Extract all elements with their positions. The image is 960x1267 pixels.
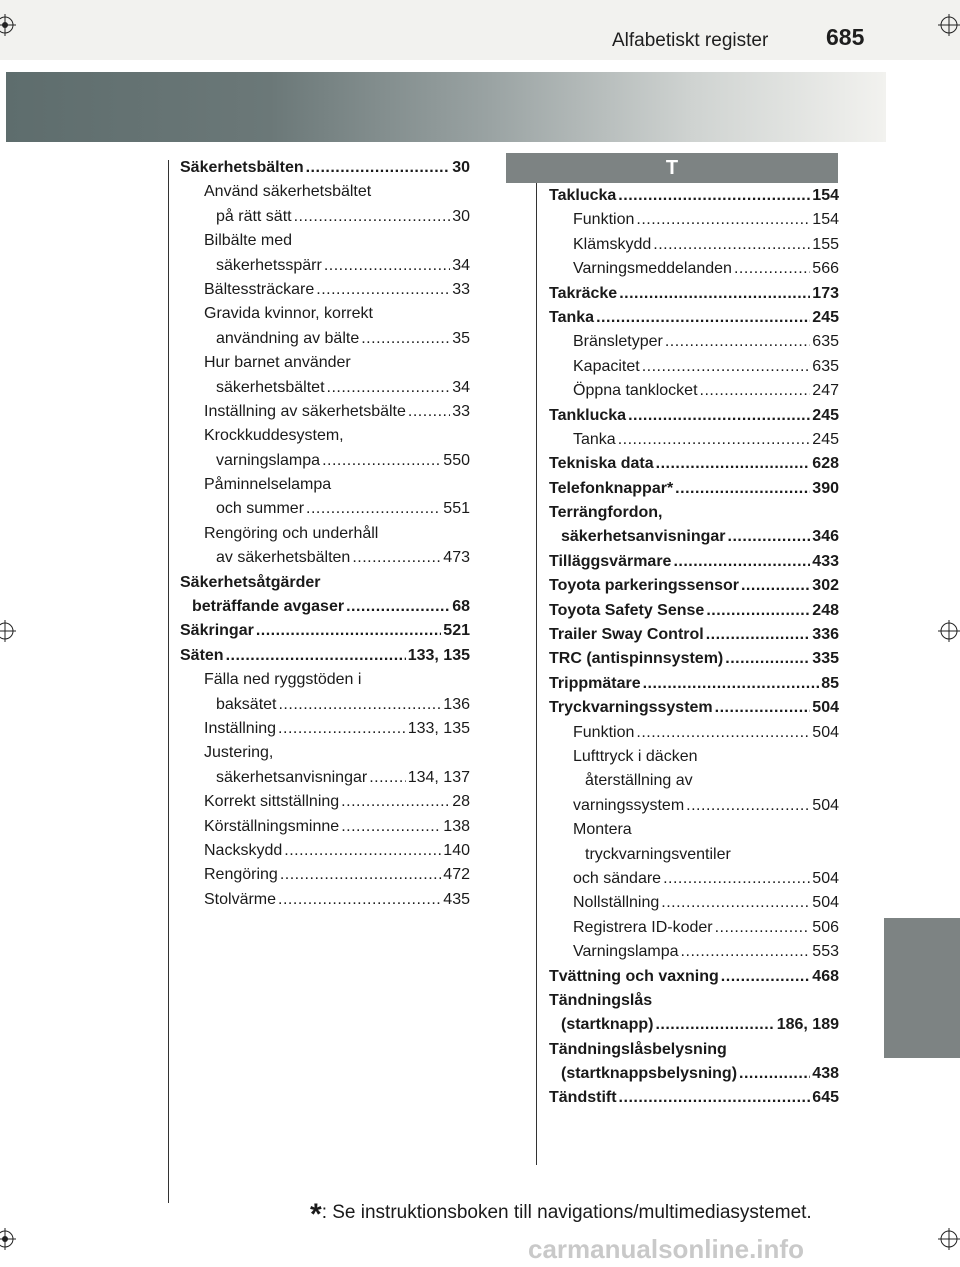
index-entry: [549, 623, 839, 647]
index-entry-text: av säkerhetsbälten: [216, 549, 351, 567]
leader-dots: [643, 672, 820, 696]
index-entry: [180, 180, 470, 204]
registration-mark-icon: [0, 620, 16, 642]
index-entry-page: 635: [812, 333, 839, 351]
index-entry-text: Registrera ID-koder: [573, 918, 713, 936]
index-entry-page: 504: [812, 699, 839, 717]
leader-dots: [741, 574, 810, 598]
index-entry-page: 521: [443, 622, 470, 640]
index-entry-page: 30: [452, 159, 470, 176]
leader-dots: [636, 721, 810, 745]
index-entry-page: 136: [443, 695, 470, 713]
index-entry-page: 33: [452, 280, 470, 298]
index-entry-text: Inställning av säkerhetsbälte: [204, 402, 406, 420]
index-entry-text: (startknappsbelysning): [561, 1065, 738, 1083]
index-entry: [549, 306, 839, 330]
index-column-left: [180, 156, 470, 912]
index-entry: [549, 257, 839, 281]
index-entry-text: Tändstift: [549, 1089, 617, 1107]
index-entry-text: Påminnelselampa: [204, 476, 332, 494]
index-entry-text: Använd säkerhetsbältet: [204, 183, 372, 201]
leader-dots: [721, 965, 811, 989]
index-entry-text: Rengöring och underhåll: [204, 524, 379, 542]
index-entry-page: 438: [812, 1065, 839, 1083]
leader-dots: [322, 449, 441, 473]
index-entry-text: Tändningslåsbelysning: [549, 1040, 727, 1058]
index-entry: [180, 424, 470, 448]
index-entry-page: 35: [452, 329, 470, 347]
index-entry-text: säkerhetsbältet: [216, 378, 325, 396]
index-entry-page: 504: [812, 894, 839, 912]
index-entry: [180, 571, 470, 595]
index-entry: [549, 916, 839, 940]
index-entry-text: Fälla ned ryggstöden i: [204, 671, 362, 689]
header-banner: [6, 72, 886, 142]
leader-dots: [256, 619, 441, 643]
leader-dots: [628, 404, 810, 428]
index-entry: [549, 233, 839, 257]
index-entry-page: 336: [812, 626, 839, 644]
index-entry: [180, 205, 470, 229]
leader-dots: [656, 452, 811, 476]
index-entry-page: 248: [812, 601, 839, 619]
leader-dots: [739, 1062, 810, 1086]
index-entry-page: 245: [812, 406, 839, 424]
leader-dots: [663, 867, 810, 891]
index-entry: [180, 522, 470, 546]
index-entry-page: 134, 137: [407, 768, 470, 786]
leader-dots: [675, 477, 810, 501]
leader-dots: [661, 891, 810, 915]
index-entry-text: på rätt sätt: [216, 207, 292, 225]
index-entry: [180, 668, 470, 692]
index-entry: [549, 696, 839, 720]
index-entry: [180, 400, 470, 424]
index-entry-text: Toyota Safety Sense: [549, 601, 705, 619]
leader-dots: [278, 693, 441, 717]
leader-dots: [408, 400, 450, 424]
index-entry-text: Nackskydd: [204, 841, 283, 859]
leader-dots: [619, 282, 810, 306]
registration-mark-icon: [0, 1228, 16, 1250]
index-entry: [180, 815, 470, 839]
index-entry: [549, 647, 839, 671]
index-entry-page: 247: [812, 382, 839, 400]
leader-dots: [706, 599, 810, 623]
index-entry-text: Lufttryck i däcken: [573, 747, 698, 765]
index-entry-page: 133, 135: [407, 719, 470, 737]
index-entry: [180, 766, 470, 790]
index-entry-text: Tilläggsvärmare: [549, 552, 672, 570]
index-entry-text: Rengöring: [204, 866, 278, 884]
index-entry-text: Tryckvarningssystem: [549, 699, 713, 717]
index-entry: [549, 404, 839, 428]
index-entry: [549, 550, 839, 574]
leader-dots: [734, 257, 810, 281]
index-entry-text: Körställningsminne: [204, 817, 340, 835]
leader-dots: [324, 254, 450, 278]
leader-dots: [725, 647, 810, 671]
registration-mark-icon: [938, 14, 960, 36]
index-entry-page: 435: [443, 890, 470, 908]
index-entry-page: 473: [443, 549, 470, 567]
index-entry: [180, 619, 470, 643]
index-entry-page: 566: [812, 260, 839, 278]
index-entry-text: Säten: [180, 646, 224, 664]
leader-dots: [665, 330, 810, 354]
index-entry-text: Taklucka: [549, 187, 617, 204]
leader-dots: [636, 208, 810, 232]
index-entry-page: 245: [812, 430, 839, 448]
index-entry: [180, 327, 470, 351]
leader-dots: [619, 1086, 811, 1110]
leader-dots: [700, 379, 811, 403]
leader-dots: [596, 306, 810, 330]
index-entry-text: TRC (antispinnsystem): [549, 650, 724, 668]
index-entry: [549, 989, 839, 1013]
index-entry-text: återställning av: [585, 772, 693, 790]
registration-mark-icon: [938, 1228, 960, 1250]
index-entry: [180, 156, 470, 180]
index-entry-page: 154: [812, 211, 839, 229]
leader-dots: [284, 839, 441, 863]
index-entry-page: 186, 189: [776, 1016, 839, 1034]
index-entry-text: Bilbälte med: [204, 232, 293, 250]
index-entry: [180, 278, 470, 302]
index-entry-page: 553: [812, 943, 839, 961]
index-entry-text: Tändningslås: [549, 991, 653, 1009]
index-entry-page: 133, 135: [407, 646, 470, 664]
index-entry: [549, 794, 839, 818]
leader-dots: [715, 696, 811, 720]
leader-dots: [346, 595, 450, 619]
leader-dots: [706, 623, 811, 647]
index-entry-page: 155: [812, 235, 839, 253]
index-entry: [549, 721, 839, 745]
leader-dots: [306, 497, 441, 521]
index-entry-text: Tvättning och vaxning: [549, 967, 719, 985]
leader-dots: [642, 355, 811, 379]
index-entry: [549, 477, 839, 501]
index-entry-page: 30: [452, 207, 470, 225]
index-entry-page: 506: [812, 918, 839, 936]
index-entry-page: 504: [812, 869, 839, 887]
index-entry: [180, 863, 470, 887]
column-divider: [536, 160, 537, 1165]
index-entry: [549, 282, 839, 306]
index-entry-text: Krockkuddesystem,: [204, 427, 344, 445]
index-column-right: [549, 184, 839, 1111]
index-entry-text: baksätet: [216, 695, 277, 713]
index-entry-text: varningssystem: [573, 796, 685, 814]
leader-dots: [316, 278, 450, 302]
index-entry: [180, 376, 470, 400]
index-entry: [180, 839, 470, 863]
index-entry: [549, 1086, 839, 1110]
leader-dots: [226, 644, 406, 668]
index-entry: [549, 379, 839, 403]
index-entry: [549, 745, 839, 769]
leader-dots: [653, 233, 810, 257]
index-entry-page: 433: [812, 552, 839, 570]
index-entry-page: 504: [812, 796, 839, 814]
index-entry: [180, 351, 470, 375]
footnote-star: *: [310, 1198, 322, 1231]
index-entry-text: Öppna tanklocket: [573, 382, 698, 400]
index-entry-text: Trippmätare: [549, 674, 641, 692]
index-entry-page: 504: [812, 723, 839, 741]
index-entry-page: 34: [452, 378, 470, 396]
footnote-text: : Se instruktionsboken till navigations/multimediasystemet.: [321, 1202, 812, 1223]
index-entry-text: Trailer Sway Control: [549, 626, 704, 644]
leader-dots: [278, 717, 406, 741]
index-entry: [180, 790, 470, 814]
leader-dots: [728, 525, 811, 549]
index-entry-text: Funktion: [573, 211, 635, 229]
index-entry-page: 390: [812, 479, 839, 497]
index-entry-page: 302: [812, 577, 839, 595]
leader-dots: [341, 815, 441, 839]
index-entry-page: 245: [812, 308, 839, 326]
leader-dots: [352, 546, 441, 570]
index-entry: [549, 891, 839, 915]
index-entry: [549, 525, 839, 549]
index-entry-text: Säkerhetsbälten: [180, 159, 304, 176]
index-entry: [549, 818, 839, 842]
index-entry-page: 635: [812, 357, 839, 375]
index-entry: [180, 229, 470, 253]
index-entry: [180, 497, 470, 521]
index-entry: [549, 1038, 839, 1062]
index-entry-text: beträffande avgaser: [192, 598, 345, 616]
index-entry: [180, 717, 470, 741]
index-entry: [180, 888, 470, 912]
index-entry-text: Säkerhetsåtgärder: [180, 573, 321, 591]
index-entry-text: och sändare: [573, 869, 662, 887]
index-entry: [549, 184, 839, 208]
index-entry-text: Tekniska data: [549, 455, 654, 473]
index-entry-page: 68: [452, 598, 470, 616]
index-entry-text: användning av bälte: [216, 329, 360, 347]
index-entry-text: Gravida kvinnor, korrekt: [204, 305, 373, 323]
leader-dots: [655, 1013, 774, 1037]
top-band: [0, 0, 960, 60]
index-entry-page: 85: [821, 674, 839, 692]
index-entry-text: (startknapp): [561, 1016, 654, 1034]
chapter-side-tab: [884, 918, 960, 1058]
index-entry-text: Varningslampa: [573, 943, 679, 961]
index-entry: [180, 254, 470, 278]
leader-dots: [618, 184, 810, 208]
index-entry-page: 335: [812, 650, 839, 668]
index-entry-text: Takräcke: [549, 284, 618, 302]
index-entry-page: 34: [452, 256, 470, 274]
index-entry-text: och summer: [216, 500, 305, 518]
index-entry-text: Tanka: [549, 308, 595, 326]
index-entry: [180, 595, 470, 619]
page-header-title: Alfabetiskt register: [612, 30, 769, 51]
page-number: 685: [826, 24, 865, 50]
index-entry-page: 140: [443, 841, 470, 859]
index-entry-text: Nollställning: [573, 894, 660, 912]
index-entry: [180, 693, 470, 717]
section-letter-header: T: [506, 153, 838, 183]
index-entry: [549, 428, 839, 452]
index-entry-page: 33: [452, 402, 470, 420]
index-entry: [549, 599, 839, 623]
index-entry-text: Inställning: [204, 719, 277, 737]
footnote: [310, 1192, 812, 1231]
index-entry: [549, 769, 839, 793]
index-entry-text: Telefonknappar*: [549, 479, 674, 497]
index-entry: [180, 302, 470, 326]
leader-dots: [327, 376, 451, 400]
index-entry-page: 154: [812, 187, 839, 204]
leader-dots: [715, 916, 811, 940]
index-entry-text: Funktion: [573, 723, 635, 741]
index-entry-page: 138: [443, 817, 470, 835]
leader-dots: [361, 327, 450, 351]
index-entry: [549, 452, 839, 476]
index-entry-page: 628: [812, 455, 839, 473]
leader-dots: [681, 940, 811, 964]
index-entry-text: Montera: [573, 821, 632, 839]
index-entry-text: Varningsmeddelanden: [573, 260, 732, 278]
leader-dots: [294, 205, 451, 229]
index-entry: [549, 1062, 839, 1086]
index-entry: [549, 965, 839, 989]
index-entry-text: Säkringar: [180, 622, 254, 640]
index-entry: [549, 940, 839, 964]
column-divider: [168, 160, 169, 1203]
index-entry-page: 472: [443, 866, 470, 884]
index-entry-page: 173: [812, 284, 839, 302]
index-entry-text: Kapacitet: [573, 357, 640, 375]
index-entry-text: Bältessträckare: [204, 280, 315, 298]
index-entry-text: säkerhetsspärr: [216, 256, 322, 274]
index-entry-page: 346: [812, 528, 839, 546]
index-entry: [180, 741, 470, 765]
index-entry-text: Klämskydd: [573, 235, 652, 253]
index-entry: [549, 208, 839, 232]
index-entry-page: 28: [452, 793, 470, 811]
leader-dots: [306, 156, 451, 180]
index-entry-text: Tanka: [573, 430, 616, 448]
index-entry: [180, 449, 470, 473]
index-entry: [549, 867, 839, 891]
index-entry-text: Tanklucka: [549, 406, 627, 424]
index-entry: [549, 574, 839, 598]
index-entry: [549, 1013, 839, 1037]
index-entry: [549, 330, 839, 354]
index-entry-page: 468: [812, 967, 839, 985]
watermark: carmanualsonline.info: [528, 1234, 804, 1264]
index-entry-page: 550: [443, 451, 470, 469]
leader-dots: [341, 790, 450, 814]
index-entry-text: Bränsletyper: [573, 333, 663, 351]
index-entry-text: Justering,: [204, 744, 274, 762]
index-entry-text: varningslampa: [216, 451, 321, 469]
registration-mark-icon: [938, 620, 960, 642]
index-entry: [549, 672, 839, 696]
index-entry: [549, 355, 839, 379]
index-entry-text: Terrängfordon,: [549, 504, 663, 522]
index-entry-text: Hur barnet använder: [204, 354, 351, 372]
leader-dots: [673, 550, 810, 574]
index-entry: [180, 644, 470, 668]
index-entry: [180, 473, 470, 497]
leader-dots: [278, 888, 441, 912]
index-entry-page: 551: [443, 500, 470, 518]
index-entry: [180, 546, 470, 570]
index-entry-text: säkerhetsanvisningar: [561, 528, 726, 546]
index-entry-page: 645: [812, 1089, 839, 1107]
index-entry-text: Korrekt sittställning: [204, 793, 340, 811]
leader-dots: [686, 794, 810, 818]
index-entry-text: Stolvärme: [204, 890, 277, 908]
leader-dots: [618, 428, 811, 452]
index-entry-text: tryckvarningsventiler: [585, 845, 731, 863]
index-entry: [549, 843, 839, 867]
index-entry-text: säkerhetsanvisningar: [216, 768, 368, 786]
index-entry-text: Toyota parkeringssensor: [549, 577, 739, 595]
index-entry: [549, 501, 839, 525]
registration-mark-icon: [0, 14, 16, 36]
leader-dots: [369, 766, 406, 790]
leader-dots: [280, 863, 441, 887]
